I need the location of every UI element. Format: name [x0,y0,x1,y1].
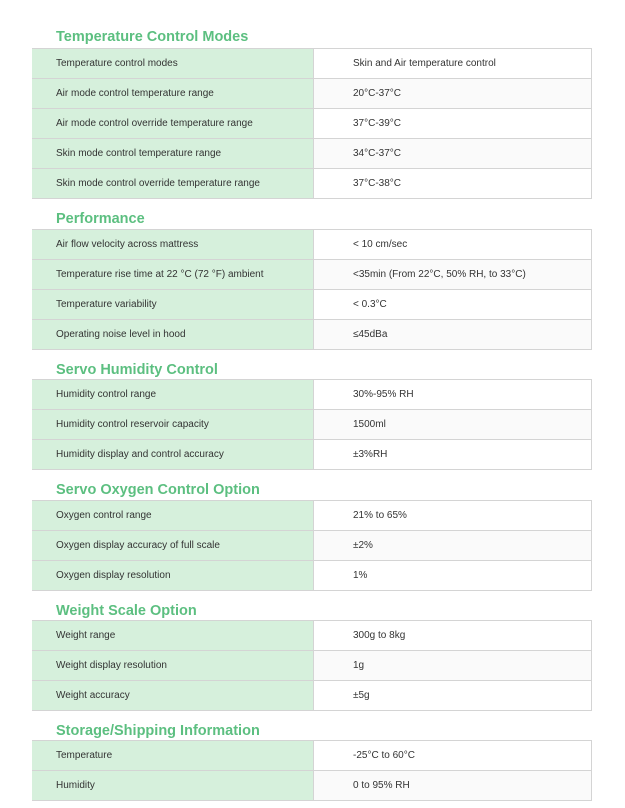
spec-value: ±5g [313,681,592,710]
table-row [32,79,592,109]
spec-value: < 10 cm/sec [313,230,592,259]
spec-table [32,500,592,591]
spec-value: ±3%RH [313,440,592,469]
spec-label: Oxygen control range [32,501,313,530]
spec-value: <35min (From 22°C, 50% RH, to 33°C) [313,260,592,289]
spec-label: Humidity control range [32,380,313,409]
section-title: Servo Oxygen Control Option [56,482,260,498]
table-row [32,440,592,470]
spec-value: 37°C-38°C [313,169,592,198]
spec-value: 30%-95% RH [313,380,592,409]
table-row [32,320,592,350]
table-row [32,741,592,771]
section-title: Weight Scale Option [56,603,197,619]
spec-label: Skin mode control override temperature range [32,169,313,198]
spec-label: Temperature [32,741,313,770]
spec-label: Temperature control modes [32,49,313,78]
spec-value: 300g to 8kg [313,621,592,650]
spec-table [32,740,592,801]
spec-value: 0 to 95% RH [313,771,592,800]
spec-label: Temperature rise time at 22 °C (72 °F) ambient [32,260,313,289]
table-row [32,651,592,681]
table-row [32,771,592,801]
spec-value: 21% to 65% [313,501,592,530]
table-row [32,681,592,711]
spec-table [32,620,592,711]
spec-value: ±2% [313,531,592,560]
spec-label: Oxygen display resolution [32,561,313,590]
spec-label: Weight display resolution [32,651,313,680]
spec-label: Temperature variability [32,290,313,319]
spec-value: ≤45dBa [313,320,592,349]
table-row [32,410,592,440]
table-row [32,531,592,561]
spec-label: Air flow velocity across mattress [32,230,313,259]
section-title: Temperature Control Modes [56,29,249,45]
spec-table [32,48,592,199]
spec-value: 20°C-37°C [313,79,592,108]
spec-value: -25°C to 60°C [313,741,592,770]
section-title: Storage/Shipping Information [56,723,260,739]
spec-label: Operating noise level in hood [32,320,313,349]
spec-value: 1% [313,561,592,590]
table-row [32,501,592,531]
spec-label: Air mode control override temperature range [32,109,313,138]
spec-label: Skin mode control temperature range [32,139,313,168]
spec-value: 37°C-39°C [313,109,592,138]
table-row [32,49,592,79]
table-row [32,621,592,651]
table-row [32,109,592,139]
spec-table [32,229,592,350]
spec-label: Humidity [32,771,313,800]
section-title: Servo Humidity Control [56,362,218,378]
spec-label: Air mode control temperature range [32,79,313,108]
table-row [32,230,592,260]
table-row [32,561,592,591]
section-title: Performance [56,211,145,227]
spec-value: 1g [313,651,592,680]
spec-label: Humidity control reservoir capacity [32,410,313,439]
spec-value: Skin and Air temperature control [313,49,592,78]
spec-label: Weight range [32,621,313,650]
table-row [32,260,592,290]
spec-value: 1500ml [313,410,592,439]
table-row [32,139,592,169]
spec-table [32,379,592,470]
table-row [32,380,592,410]
spec-label: Weight accuracy [32,681,313,710]
table-row [32,169,592,199]
spec-label: Humidity display and control accuracy [32,440,313,469]
table-row [32,290,592,320]
spec-value: < 0.3°C [313,290,592,319]
spec-label: Oxygen display accuracy of full scale [32,531,313,560]
spec-value: 34°C-37°C [313,139,592,168]
